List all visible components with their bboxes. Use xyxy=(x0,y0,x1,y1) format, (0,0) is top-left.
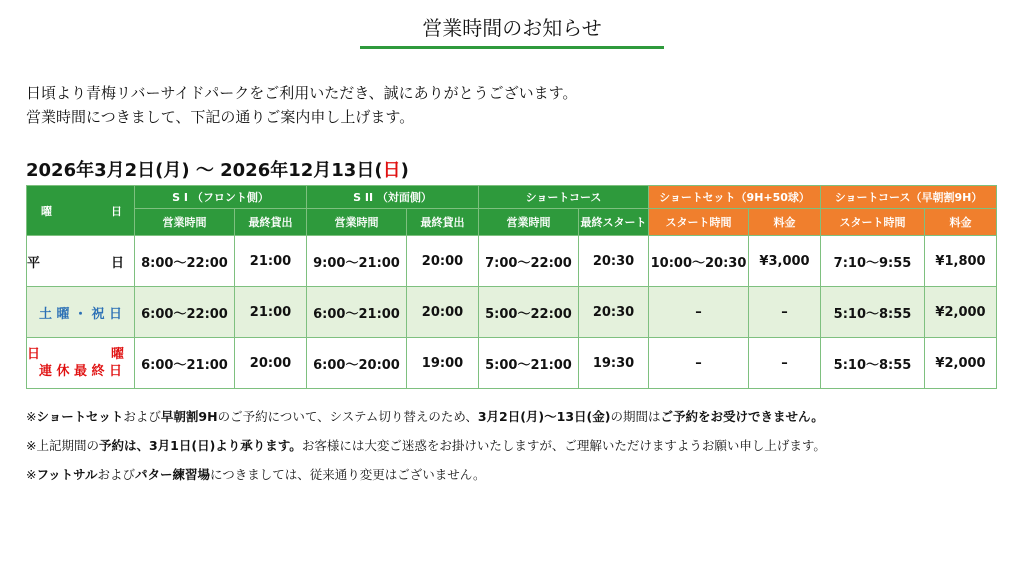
table-cell: 10:00〜20:30 xyxy=(649,236,749,287)
note-bold: 早朝割9H xyxy=(160,409,218,424)
subheader: 料金 xyxy=(749,209,821,236)
table-cell: 20:00 xyxy=(235,338,307,389)
table-cell: ¥2,000 xyxy=(925,287,997,338)
note-bold: ご予約をお受けできません。 xyxy=(660,409,824,424)
note-text: ※ xyxy=(26,467,37,482)
day-label-a: 日 xyxy=(27,347,41,362)
day-header-a: 曜 xyxy=(41,204,52,218)
intro-text xyxy=(26,81,577,129)
table-cell: 5:10〜8:55 xyxy=(821,287,925,338)
table-cell: 21:00 xyxy=(235,287,307,338)
day-label-a: 平 xyxy=(27,255,41,271)
day-label-b: 曜 xyxy=(110,347,124,362)
table-cell: ¥2,000 xyxy=(925,338,997,389)
note-text: のご予約について、システム切り替えのため、 xyxy=(217,409,478,424)
table-cell: 7:00〜22:00 xyxy=(479,236,579,287)
table-cell: 6:00〜21:00 xyxy=(307,287,407,338)
table-cell: – xyxy=(649,338,749,389)
day-label-line2: 連 休 最 終 日 xyxy=(38,364,123,379)
table-cell: – xyxy=(649,287,749,338)
table-row-sunday xyxy=(27,338,997,389)
group-header-short-course: ショートコース xyxy=(479,186,649,209)
table-subheader-row xyxy=(27,209,997,236)
table-cell: – xyxy=(749,338,821,389)
intro-line-2: 営業時間につきまして、下記の通りご案内申し上げます。 xyxy=(26,108,415,126)
note-3 xyxy=(26,460,826,489)
subheader: スタート時間 xyxy=(649,209,749,236)
note-text: お客様には大変ご迷惑をお掛けいたしますが、ご理解いただけますようお願い申し上げます。 xyxy=(301,438,826,453)
table-cell: 5:00〜22:00 xyxy=(479,287,579,338)
note-bold: パター練習場 xyxy=(135,467,211,482)
table-cell: 21:00 xyxy=(235,236,307,287)
notes xyxy=(26,402,826,489)
subheader: 営業時間 xyxy=(307,209,407,236)
table-cell: 6:00〜22:00 xyxy=(135,287,235,338)
table-cell: 19:00 xyxy=(407,338,479,389)
note-1 xyxy=(26,402,826,431)
note-text: ※上記期間の xyxy=(26,438,99,453)
day-label-weekday xyxy=(27,236,135,287)
note-text: につきましては、従来通り変更はございません。 xyxy=(210,467,486,482)
note-bold: ショートセット xyxy=(36,409,124,424)
day-label-b: 日 xyxy=(110,255,124,271)
table-cell: 7:10〜9:55 xyxy=(821,236,925,287)
subheader: スタート時間 xyxy=(821,209,925,236)
group-header-s1: S I （フロント側） xyxy=(135,186,307,209)
intro-line-1: 日頃より青梅リバーサイドパークをご利用いただき、誠にありがとうございます。 xyxy=(26,84,578,102)
period-range: 2026年3月2日(月) 〜 2026年12月13日( xyxy=(26,160,383,181)
note-text: の期間は xyxy=(610,409,661,424)
subheader: 営業時間 xyxy=(479,209,579,236)
table-cell: – xyxy=(749,287,821,338)
period-sunday: 日 xyxy=(382,160,401,181)
note-bold: 3月2日(月)〜13日(金) xyxy=(477,409,611,424)
subheader: 最終貸出 xyxy=(235,209,307,236)
note-bold: 予約は、3月1日(日)より承ります。 xyxy=(98,438,302,453)
page-title: 営業時間のお知らせ xyxy=(422,16,602,40)
subheader: 料金 xyxy=(925,209,997,236)
table-cell: 20:00 xyxy=(407,236,479,287)
note-text: および xyxy=(123,409,161,424)
group-header-early: ショートコース（早朝割9H） xyxy=(821,186,997,209)
subheader: 最終スタート xyxy=(579,209,649,236)
day-header xyxy=(27,186,135,236)
day-label-sunday xyxy=(27,338,135,389)
day-header-b: 日 xyxy=(111,204,122,218)
table-cell: 8:00〜22:00 xyxy=(135,236,235,287)
table-cell: 20:00 xyxy=(407,287,479,338)
day-label-weekend: 土 曜 ・ 祝 日 xyxy=(27,287,135,338)
table-cell: 6:00〜21:00 xyxy=(135,338,235,389)
table-header-row xyxy=(27,186,997,209)
table-cell: ¥3,000 xyxy=(749,236,821,287)
table-cell: 9:00〜21:00 xyxy=(307,236,407,287)
table-cell: 6:00〜20:00 xyxy=(307,338,407,389)
note-bold: フットサル xyxy=(36,467,98,482)
table-row-weekend-holiday xyxy=(27,287,997,338)
period-heading xyxy=(26,158,409,184)
table-cell: 20:30 xyxy=(579,236,649,287)
table-cell: 19:30 xyxy=(579,338,649,389)
note-text: および xyxy=(97,467,136,482)
title-underline xyxy=(360,46,664,49)
table-cell: 5:00〜21:00 xyxy=(479,338,579,389)
note-2 xyxy=(26,431,826,460)
table-row-weekday xyxy=(27,236,997,287)
period-close: ) xyxy=(400,160,409,181)
subheader: 最終貸出 xyxy=(407,209,479,236)
schedule-table xyxy=(26,185,997,389)
group-header-s2: S II （対面側） xyxy=(307,186,479,209)
table-cell: 5:10〜8:55 xyxy=(821,338,925,389)
table-cell: ¥1,800 xyxy=(925,236,997,287)
group-header-short-set: ショートセット（9H+50球） xyxy=(649,186,821,209)
table-cell: 20:30 xyxy=(579,287,649,338)
note-text: ※ xyxy=(26,409,37,424)
subheader: 営業時間 xyxy=(135,209,235,236)
